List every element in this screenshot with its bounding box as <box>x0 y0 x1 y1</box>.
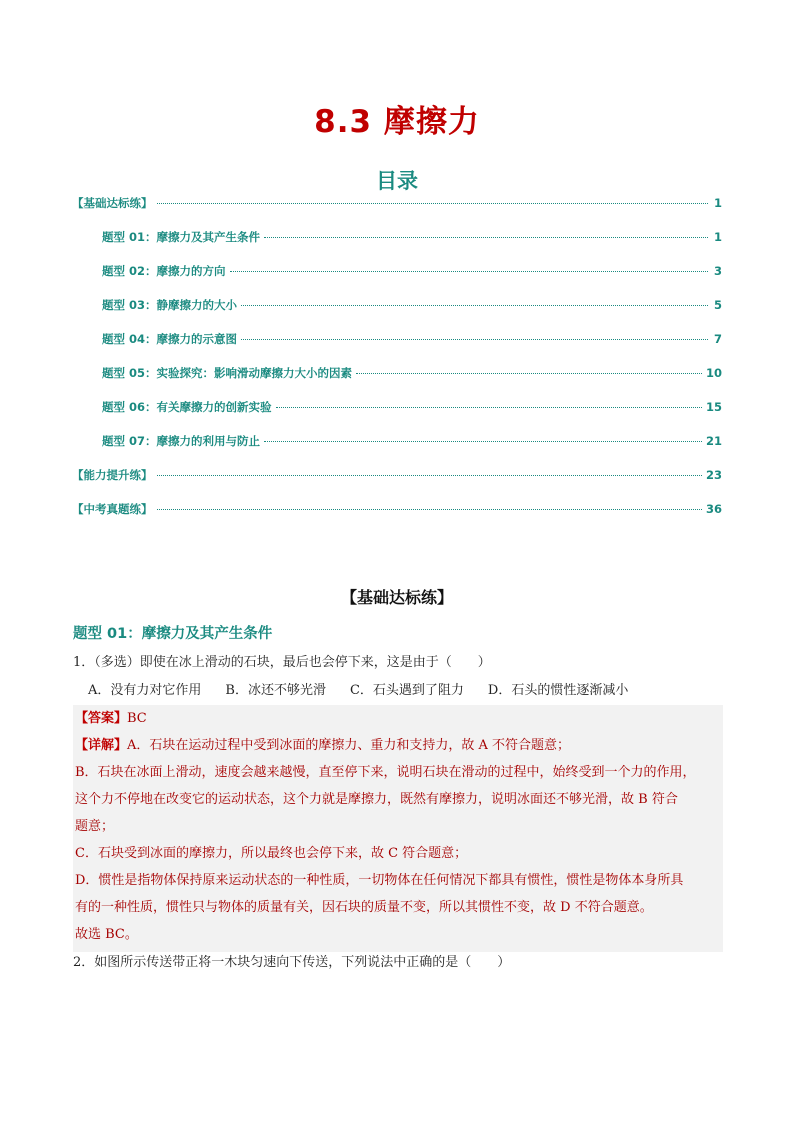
toc-entry[interactable]: 【基础达标练】 1 <box>72 196 722 210</box>
detail-line: D．惯性是指物体保持原来运动状态的一种性质，一切物体在任何情况下都具有惯性，惯性是物体本身所具 <box>75 873 684 888</box>
question-1-stem: 1．（多选）即使在冰上滑动的石块，最后也会停下来，这是由于（ ） <box>73 655 491 670</box>
toc-heading: 目录 <box>376 169 418 193</box>
page-title: 8.3 摩擦力 <box>314 104 480 140</box>
answer-value: BC <box>127 711 147 726</box>
detail-line: 题意； <box>75 819 115 834</box>
toc-entry[interactable]: 题型 06：有关摩擦力的创新实验 15 <box>102 400 722 414</box>
answer-box <box>73 705 723 952</box>
detail-line: B．石块在冰面上滑动，速度会越来越慢，直至停下来，说明石块在滑动的过程中，始终受到一个力的作用， <box>75 765 696 780</box>
toc-entry[interactable]: 题型 04：摩擦力的示意图 7 <box>102 332 722 346</box>
toc-entry[interactable]: 题型 01：摩擦力及其产生条件 1 <box>102 230 722 244</box>
table-of-contents <box>72 195 722 535</box>
answer-tag: 【答案】 <box>75 711 128 726</box>
toc-entry[interactable]: 题型 07：摩擦力的利用与防止 21 <box>102 434 722 448</box>
toc-entry[interactable]: 题型 03：静摩擦力的大小 5 <box>102 298 722 312</box>
detail-line: 这个力不停地在改变它的运动状态，这个力就是摩擦力，既然有摩擦力，说明冰面还不够光滑，故 B 符合 <box>75 792 678 807</box>
question-type-heading: 题型 01：摩擦力及其产生条件 <box>73 626 273 642</box>
detail-line: 有的一种性质，惯性只与物体的质量有关，因石块的质量不变，所以其惯性不变，故 D 不符合题意。 <box>75 900 653 915</box>
detail-line: C．石块受到冰面的摩擦力，所以最终也会停下来，故 C 符合题意； <box>75 846 468 861</box>
option-d: D．石头的惯性逐渐减小 <box>487 683 629 698</box>
option-b: B．冰还不够光滑 <box>225 683 326 698</box>
option-c: C．石头遇到了阻力 <box>349 683 464 698</box>
detail-tag: 【详解】 <box>75 738 128 753</box>
section-heading: 【基础达标练】 <box>340 588 453 607</box>
toc-entry[interactable]: 【中考真题练】 36 <box>72 502 722 516</box>
detail-line: A．石块在运动过程中受到冰面的摩擦力、重力和支持力，故 A 不符合题意； <box>127 738 571 753</box>
toc-entry[interactable]: 题型 02：摩擦力的方向 3 <box>102 264 722 278</box>
toc-entry[interactable]: 【能力提升练】 23 <box>72 468 722 482</box>
question-1-options <box>88 679 728 698</box>
detail-line: 故选 BC。 <box>75 927 138 942</box>
option-a: A．没有力对它作用 <box>88 683 202 698</box>
question-2-stem: 2．如图所示传送带正将一木块匀速向下传送，下列说法中正确的是（ ） <box>73 955 511 970</box>
toc-entry[interactable]: 题型 05：实验探究：影响滑动摩擦力大小的因素 10 <box>102 366 722 380</box>
